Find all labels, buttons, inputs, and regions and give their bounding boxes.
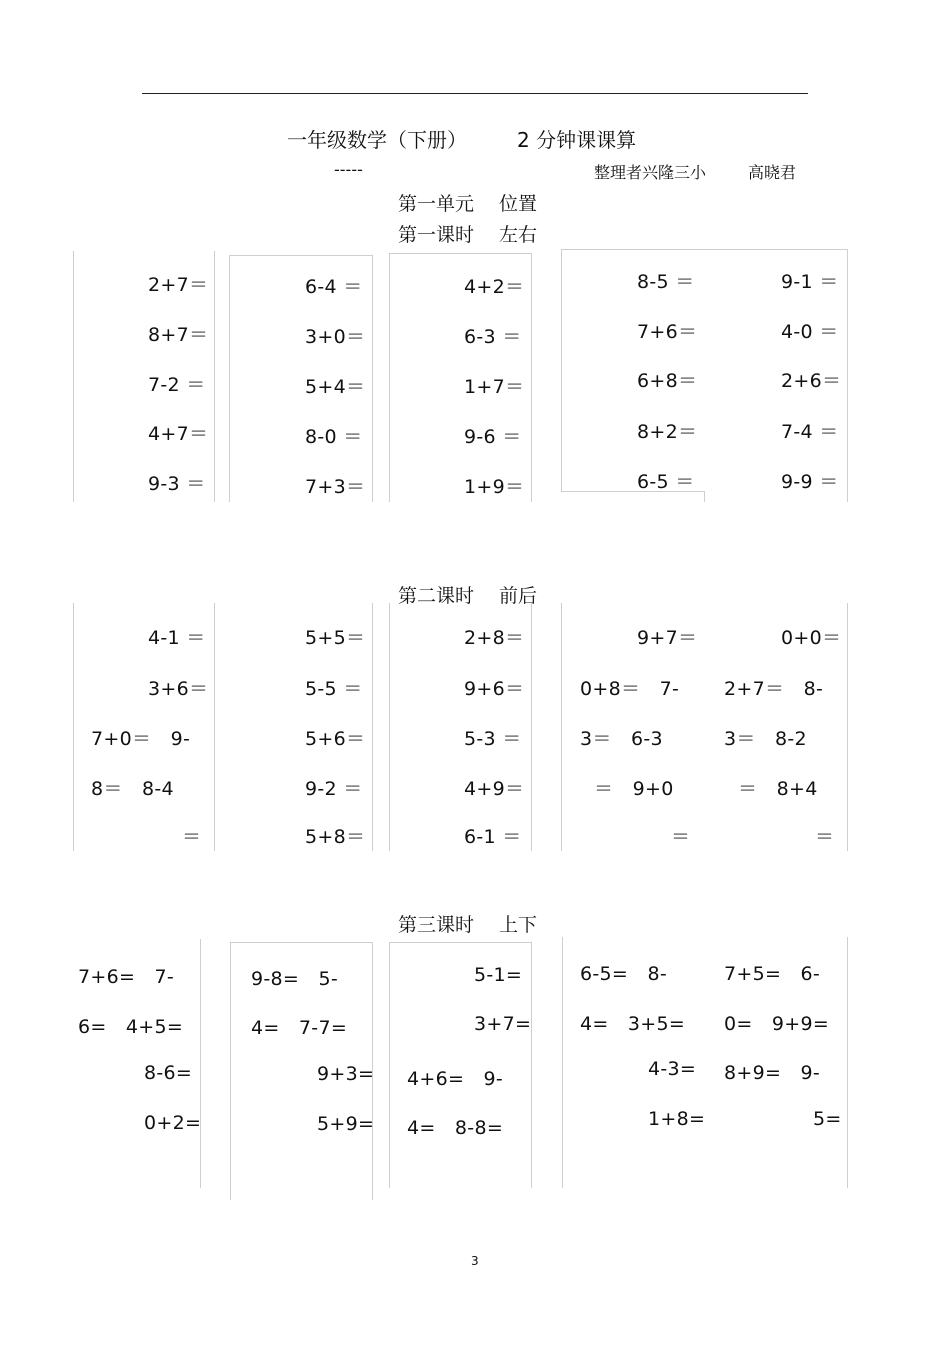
exercise: ＝: [815, 826, 835, 848]
exercise: 4-0 ＝: [781, 321, 839, 343]
exercise: 5-1=: [474, 964, 523, 986]
exercise: 9+6＝: [464, 678, 525, 700]
exercise: 5+4＝: [305, 376, 366, 398]
exercise: 7-4 ＝: [781, 421, 839, 443]
exercise: 2+7＝: [148, 274, 209, 296]
author-name: 高晓君: [748, 163, 797, 182]
header-dashes: -----: [334, 160, 363, 179]
exercise: 6-4 ＝: [305, 276, 363, 298]
exercise: 8＝ 8-4: [91, 778, 174, 800]
exercise: ＝ 8+4: [738, 778, 818, 800]
exercise: 5+5＝: [305, 627, 366, 649]
page-number: 3: [471, 1254, 479, 1268]
unit-title: 第一单元 位置: [398, 193, 538, 215]
exercise: 3＝ 6-3: [580, 728, 663, 750]
exercise: 4+9＝: [464, 778, 525, 800]
exercise: 3+7=: [474, 1013, 532, 1035]
exercise: 5+8＝: [305, 826, 366, 848]
exercise: 9+7＝: [637, 627, 698, 649]
exercise: 6+8＝: [637, 370, 698, 392]
exercise: 9-1 ＝: [781, 271, 839, 293]
compiler-label: 整理者兴隆三小: [594, 163, 707, 182]
exercise: 8+9= 9-: [724, 1062, 821, 1084]
exercise: 9-2 ＝: [305, 778, 363, 800]
exercise: 5=: [813, 1108, 842, 1130]
exercise: 8-6=: [144, 1062, 193, 1084]
exercise: 5-3 ＝: [464, 728, 522, 750]
exercise: 0+2=: [144, 1112, 202, 1134]
exercise: 4= 8-8=: [407, 1117, 504, 1139]
exercise: 7+6＝: [637, 321, 698, 343]
exercise: 5-5 ＝: [305, 678, 363, 700]
exercise: 7+5= 6-: [724, 963, 821, 985]
exercise: 3+6＝: [148, 678, 209, 700]
exercise: 5+6＝: [305, 728, 366, 750]
exercise: 7+6= 7-: [78, 966, 175, 988]
exercise: 4+2＝: [464, 276, 525, 298]
exercise: 1+7＝: [464, 376, 525, 398]
exercise: 6-5= 8-: [580, 963, 667, 985]
exercise: 7-2 ＝: [148, 374, 206, 396]
exercise: 4= 7-7=: [251, 1017, 348, 1039]
exercise: 1+9＝: [464, 476, 525, 498]
exercise: ＝ 9+0: [594, 778, 674, 800]
exercise: ＝: [182, 826, 202, 848]
exercise: 8+2＝: [637, 421, 698, 443]
exercise: 9-3 ＝: [148, 473, 206, 495]
exercise: 4-1 ＝: [148, 627, 206, 649]
exercise: 9-8= 5-: [251, 968, 338, 990]
lesson2-title: 第二课时 前后: [398, 585, 538, 607]
exercise: 0+8＝ 7-: [580, 678, 680, 700]
exercise: 6-5 ＝: [637, 471, 695, 493]
exercise: 7+3＝: [305, 476, 366, 498]
exercise: 8-0 ＝: [305, 426, 363, 448]
exercise: 7+0＝ 9-: [91, 728, 191, 750]
exercise: 8-5 ＝: [637, 271, 695, 293]
exercise: 9-6 ＝: [464, 426, 522, 448]
worksheet-title: 一年级数学（下册）: [287, 128, 467, 152]
exercise: 2+6＝: [781, 370, 842, 392]
lesson3-title: 第三课时 上下: [398, 914, 538, 936]
exercise: 4+7＝: [148, 423, 209, 445]
exercise: 2+7＝ 8-: [724, 678, 824, 700]
exercise: 6-3 ＝: [464, 326, 522, 348]
exercise: 0+0＝: [781, 627, 842, 649]
exercise: 8+7＝: [148, 324, 209, 346]
exercise: 1+8=: [648, 1108, 706, 1130]
top-rule: [142, 93, 808, 94]
exercise: 5+9=: [317, 1113, 375, 1135]
exercise: 4= 3+5=: [580, 1013, 686, 1035]
exercise: 4+6= 9-: [407, 1068, 504, 1090]
exercise: 3＝ 8-2: [724, 728, 807, 750]
exercise: 6= 4+5=: [78, 1016, 184, 1038]
exercise: 4-3=: [648, 1058, 697, 1080]
exercise: 0= 9+9=: [724, 1013, 830, 1035]
lesson1-title: 第一课时 左右: [398, 224, 538, 246]
exercise: 9+3=: [317, 1063, 375, 1085]
exercise: 2+8＝: [464, 627, 525, 649]
exercise: 9-9 ＝: [781, 471, 839, 493]
exercise: ＝: [671, 826, 691, 848]
exercise: 6-1 ＝: [464, 826, 522, 848]
worksheet-title-suffix: 2 分钟课课算: [517, 128, 637, 152]
exercise: 3+0＝: [305, 326, 366, 348]
